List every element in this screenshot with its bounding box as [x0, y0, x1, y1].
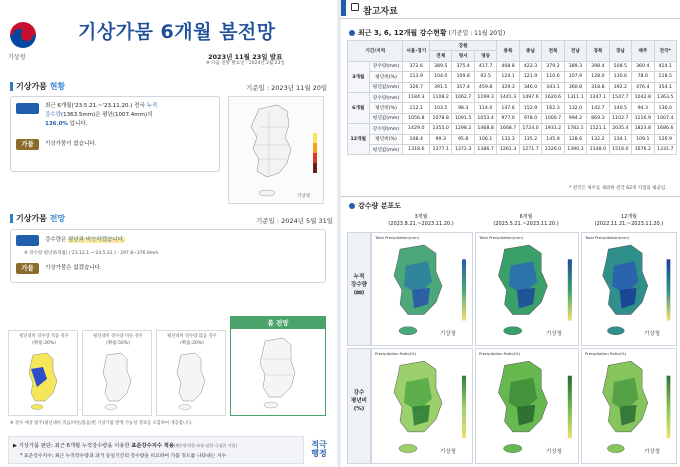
table-cell: 1521.1	[587, 124, 609, 134]
divider	[341, 18, 680, 19]
table-header: 전남	[564, 41, 586, 62]
table-cell: 126.9	[654, 134, 676, 144]
korea-map-icon	[582, 357, 676, 461]
table-cell: 95.8	[452, 134, 474, 144]
kma-label: 기상청	[546, 449, 562, 455]
table-row	[348, 134, 677, 144]
table-cell: 978.0	[519, 113, 541, 123]
table-cell: 1372.3	[452, 144, 474, 154]
table-cell: 1271.7	[519, 144, 541, 154]
table-cell: 132.0	[564, 103, 586, 113]
table-cell: 1318.6	[403, 144, 430, 154]
current-drought-text: 기상가뭄이 없습니다.	[45, 141, 97, 147]
table-header: 영동	[474, 51, 496, 61]
divider	[341, 196, 680, 197]
bullet-icon	[349, 203, 355, 209]
row-label-ratio: 강수 평년비 (%)	[347, 348, 371, 464]
table-cell: 389.3	[564, 61, 586, 71]
section-marker	[10, 214, 13, 223]
table-group-label: 3개월	[348, 61, 370, 92]
table-header: 서울·경기	[403, 41, 430, 62]
current-drought-map	[228, 96, 324, 204]
panel-title: Total Precipitation(mm)	[479, 235, 524, 240]
table-group-label: 12개월	[348, 124, 370, 155]
org-name: 기상청	[8, 54, 26, 61]
table-cell: 1355.0	[429, 124, 451, 134]
table-cell: 136.0	[654, 103, 676, 113]
table-cell: 398.4	[587, 61, 609, 71]
korea-map-icon	[245, 333, 315, 413]
table-cell: 110.6	[542, 72, 564, 82]
table-cell: 113.9	[403, 72, 430, 82]
section-marker	[10, 82, 13, 91]
table-cell: 1497.6	[519, 92, 541, 102]
table-header: 전체	[429, 51, 451, 61]
table-row	[348, 92, 677, 102]
table-row	[348, 72, 677, 82]
section-bar	[341, 0, 346, 16]
korea-map-icon	[372, 241, 472, 343]
table-row-label: 평년값(mm)	[369, 144, 403, 154]
table-cell: 1078.8	[429, 113, 451, 123]
table-cell: 422.3	[519, 61, 541, 71]
table-cell: 360.4	[632, 61, 654, 71]
kma-label: 기상청	[546, 331, 562, 337]
kma-label: 기상청	[644, 449, 660, 455]
table-row	[348, 61, 677, 71]
table-cell: 78.0	[632, 72, 654, 82]
table-cell: 1056.8	[403, 113, 430, 123]
table-cell: 130.6	[609, 72, 631, 82]
table-cell: 104.0	[429, 72, 451, 82]
row-label-total: 누적 강수량 (㎜)	[347, 232, 371, 346]
footer-line1: ▶ 기상가뭄 판단: 최근 6개월 누적강수량을 이용한 표준강수지수 적용(4단계:약한-보통-심한-극심한 가뭄)	[13, 443, 237, 449]
reference-title: 참고자료	[363, 7, 398, 17]
korea-map-icon	[476, 241, 578, 343]
table-cell: 99.3	[429, 134, 451, 144]
table-cell: 1298.2	[452, 124, 474, 134]
col-header-3m: 3개월 (2023.8.21.~2023.11.20.)	[388, 214, 454, 227]
table-cell: 372.6	[403, 61, 430, 71]
col-header-12m: 12개월 (2022.11.21.~2023.11.20.)	[594, 214, 664, 227]
outlook-base-date: 기준일 : 2024년 5월 31일	[256, 217, 334, 225]
kma-label: 기상청	[644, 331, 660, 337]
table-cell: 108.4	[403, 134, 430, 144]
table-cell: 142.7	[587, 103, 609, 113]
scenario-map-low: 평년대비 강수량 적음 경우 (확률:30%)	[8, 330, 78, 416]
panel-title: Total Precipitation(mm)	[375, 235, 420, 240]
table-cell: 408.8	[497, 61, 519, 71]
korea-map-icon	[17, 349, 73, 413]
table-header: 영서	[452, 51, 474, 61]
table-cell: 508.5	[609, 61, 631, 71]
proactive-admin-badge: 적극 행정	[311, 440, 327, 458]
korea-map-icon	[165, 349, 221, 413]
table-cell: 329.3	[497, 82, 519, 92]
table-cell: 375.4	[452, 61, 474, 71]
table-cell: 1676.2	[632, 144, 654, 154]
table-cell: 391.5	[429, 82, 451, 92]
table-cell: 354.1	[654, 82, 676, 92]
table-header: 전국*	[654, 41, 676, 62]
table-cell: 1326.0	[542, 144, 564, 154]
section2-title: 강수량 분포도	[358, 202, 402, 210]
table-cell: 389.5	[429, 61, 451, 71]
precip-map-panel	[371, 348, 473, 464]
korea-map-icon	[476, 357, 578, 461]
table-cell: 1108.2	[429, 92, 451, 102]
table-header: 충북	[497, 41, 519, 62]
table-cell: 1390.3	[564, 144, 586, 154]
table-cell: 1363.5	[654, 92, 676, 102]
page-title: 기상가뭄 6개월 봄전망	[78, 21, 276, 43]
korea-map-icon	[582, 241, 676, 343]
table-cell: 106.1	[474, 134, 496, 144]
table-cell: 1377.1	[429, 144, 451, 154]
table-row	[348, 113, 677, 123]
table-cell: 109.8	[452, 72, 474, 82]
table-note: * 전국은 제주를 제외한 전국 62개 지점의 평균임.	[569, 186, 667, 191]
table-cell: 134.1	[609, 134, 631, 144]
table-row	[348, 124, 677, 134]
table-cell: 1042.8	[632, 92, 654, 102]
table-cell: 1547.7	[609, 92, 631, 102]
issue-date: 2023년 11월 23일 발표	[208, 53, 283, 61]
table-cell: 343.1	[542, 82, 564, 92]
outlook-precip-tag: 강수	[16, 235, 39, 246]
table-cell: 357.4	[452, 82, 474, 92]
table-header: 전북	[542, 41, 564, 62]
table-cell: 977.0	[497, 113, 519, 123]
table-row-label: 평년값(mm)	[369, 82, 403, 92]
table-cell: 459.8	[474, 82, 496, 92]
table-header: 기간/지역	[348, 41, 403, 62]
table-cell: 414.1	[654, 61, 676, 71]
table-cell: 1620.6	[542, 92, 564, 102]
current-precip-line3: 136.0% 입니다.	[45, 121, 88, 127]
table-cell: 1331.7	[654, 144, 676, 154]
table-row-label: 평년비(%)	[369, 103, 403, 113]
table-cell: 152.9	[519, 103, 541, 113]
table-cell: 92.5	[474, 72, 496, 82]
table-cell: 114.0	[474, 103, 496, 113]
kma-label: 기상청	[440, 331, 456, 337]
korea-map-icon	[91, 349, 147, 413]
table-row-label: 강수량(mm)	[369, 92, 403, 102]
outlook-precip-note: ※ 강수량 평년(6개월) ('23.12.1.~'24.5.31.) : 297.8~376.9mm	[24, 251, 159, 256]
current-base-date: 기준일 : 2023년 11월 20일	[246, 84, 328, 92]
table-cell: 1053.4	[474, 113, 496, 123]
table-cell: 140.5	[609, 103, 631, 113]
precip-tag: 강수	[16, 103, 39, 114]
table-cell: 1148.0	[587, 144, 609, 154]
map-org-label: 기상청	[297, 194, 311, 199]
table-cell: 121.9	[519, 72, 541, 82]
table-cell: 1247.1	[587, 92, 609, 102]
table-cell: 1386.7	[474, 144, 496, 154]
col-header-6m: 6개월 (2023.5.21.~2023.11.20.)	[493, 214, 559, 227]
outlook-heading: 기상가뭄 전망	[16, 214, 66, 223]
precip-map-panel	[581, 348, 677, 464]
table-cell: 1429.0	[403, 124, 430, 134]
table-row	[348, 103, 677, 113]
next-issue-date: ※ 다음 전망 발표일 : 2024년 2월 23일	[206, 61, 285, 66]
left-page	[0, 0, 337, 467]
table-header: 경북	[587, 41, 609, 62]
footer-line2: * 표준강수지수: 최근 누적강수량과 과거 동일기간의 강수량을 비교하여 가뭄 정도를 나타내는 지수	[20, 454, 227, 459]
spring-outlook-label: 봄 전망	[231, 317, 325, 329]
table-cell: 124.1	[497, 72, 519, 82]
table-cell: 107.9	[564, 72, 586, 82]
table-cell: 417.7	[474, 61, 496, 71]
table-header: 경남	[609, 41, 631, 62]
table-cell: 1261.3	[497, 144, 519, 154]
precip-map-panel	[475, 348, 579, 464]
table-cell: 147.6	[497, 103, 519, 113]
korea-map-icon	[229, 97, 325, 205]
table-cell: 109.1	[632, 134, 654, 144]
table-cell: 1102.7	[609, 113, 631, 123]
table-row-label: 강수량(mm)	[369, 61, 403, 71]
current-precip-line2: 강수량(1363.5mm)은 평년(1007.4mm)의	[45, 112, 153, 118]
spring-outlook-map	[230, 316, 326, 416]
table-cell: 1782.1	[564, 124, 586, 134]
table-cell: 994.2	[564, 113, 586, 123]
table-cell: 1724.0	[519, 124, 541, 134]
current-heading: 기상가뭄 현황	[16, 82, 66, 91]
table-cell: 128.6	[564, 134, 586, 144]
panel-title: Precipitation Ratio(%)	[375, 351, 417, 356]
table-cell: 346.0	[519, 82, 541, 92]
outlook-drought-tag: 가뭄	[16, 263, 39, 274]
table-header: 강원	[429, 41, 496, 51]
table-cell: 132.2	[587, 134, 609, 144]
table-row-label: 평년값(mm)	[369, 113, 403, 123]
table-cell: 112.1	[403, 103, 430, 113]
table-header: 충남	[519, 41, 541, 62]
table-cell: 135.2	[519, 134, 541, 144]
precip-map-panel	[475, 232, 579, 346]
table-cell: 360.8	[564, 82, 586, 92]
table-cell: 392.2	[609, 82, 631, 92]
table-cell: 1441.3	[497, 92, 519, 102]
table-cell: 1931.2	[542, 124, 564, 134]
table-cell: 98.3	[452, 103, 474, 113]
panel-title: Total Precipitation(mm)	[585, 235, 630, 240]
table-cell: 1184.3	[403, 92, 430, 102]
bullet-icon	[349, 30, 355, 36]
table-cell: 1062.7	[452, 92, 474, 102]
korea-map-icon	[372, 357, 472, 461]
outlook-precip-text: 강수량은 평년과 비슷하겠습니다.	[45, 237, 125, 243]
table-cell: 162.3	[542, 103, 564, 113]
table-cell: 103.5	[429, 103, 451, 113]
table-cell: 1516.0	[609, 144, 631, 154]
precip-map-panel	[371, 232, 473, 346]
scenario-map-normal: 평년대비 강수량 비슷 경우 (확률:50%)	[82, 330, 152, 416]
precip-table	[347, 40, 677, 155]
panel-title: Precipitation Ratio(%)	[479, 351, 521, 356]
right-page	[341, 0, 680, 467]
table-cell: 1686.6	[654, 124, 676, 134]
table-cell: 379.2	[542, 61, 564, 71]
table-cell: 118.5	[654, 72, 676, 82]
table-cell: 1468.8	[474, 124, 496, 134]
table-cell: 132.3	[497, 134, 519, 144]
table-cell: 1311.1	[564, 92, 586, 102]
current-precip-line1: 최근 6개월('23.5.21.~'23.11.20.) 전국 누적	[45, 103, 158, 109]
table-row	[348, 144, 677, 154]
table-cell: 128.0	[587, 72, 609, 82]
drought-tag: 가뭄	[16, 139, 39, 150]
table-row-label: 강수량(mm)	[369, 124, 403, 134]
table-cell: 1091.5	[452, 113, 474, 123]
kma-logo-icon	[10, 22, 36, 48]
table-row-label: 평년비(%)	[369, 72, 403, 82]
scenario-map-high: 평년대비 강수량 많음 경우 (확률:20%)	[156, 330, 226, 416]
precip-map-panel	[581, 232, 677, 346]
table-cell: 318.8	[587, 82, 609, 92]
table-row-label: 평년비(%)	[369, 134, 403, 144]
table-cell: 94.3	[632, 103, 654, 113]
table-cell: 1668.7	[497, 124, 519, 134]
table-cell: 1000.7	[542, 113, 564, 123]
section1-title: 최근 3, 6, 12개월 강수현황 (기준일 : 11월 20일)	[358, 29, 506, 37]
table-cell: 476.4	[632, 82, 654, 92]
table-header: 제주	[632, 41, 654, 62]
table-cell: 1116.9	[632, 113, 654, 123]
table-cell: 145.9	[542, 134, 564, 144]
panel-title: Precipitation Ratio(%)	[585, 351, 627, 356]
table-cell: 1823.8	[632, 124, 654, 134]
kma-label: 기상청	[440, 449, 456, 455]
outlook-drought-text: 기상가뭄은 없겠습니다.	[45, 265, 102, 271]
reference-icon	[351, 3, 359, 11]
table-cell: 2035.4	[609, 124, 631, 134]
table-cell: 869.3	[587, 113, 609, 123]
table-row	[348, 82, 677, 92]
table-cell: 1007.4	[654, 113, 676, 123]
table-cell: 1199.3	[474, 92, 496, 102]
scenario-note: ※ 강수 예상 범주(평년대비 적음/비슷/많음)별 기상가뭄 발생 가능성 정보를 포함하여 제공합니다.	[10, 421, 193, 426]
table-group-label: 6개월	[348, 92, 370, 123]
table-cell: 326.7	[403, 82, 430, 92]
